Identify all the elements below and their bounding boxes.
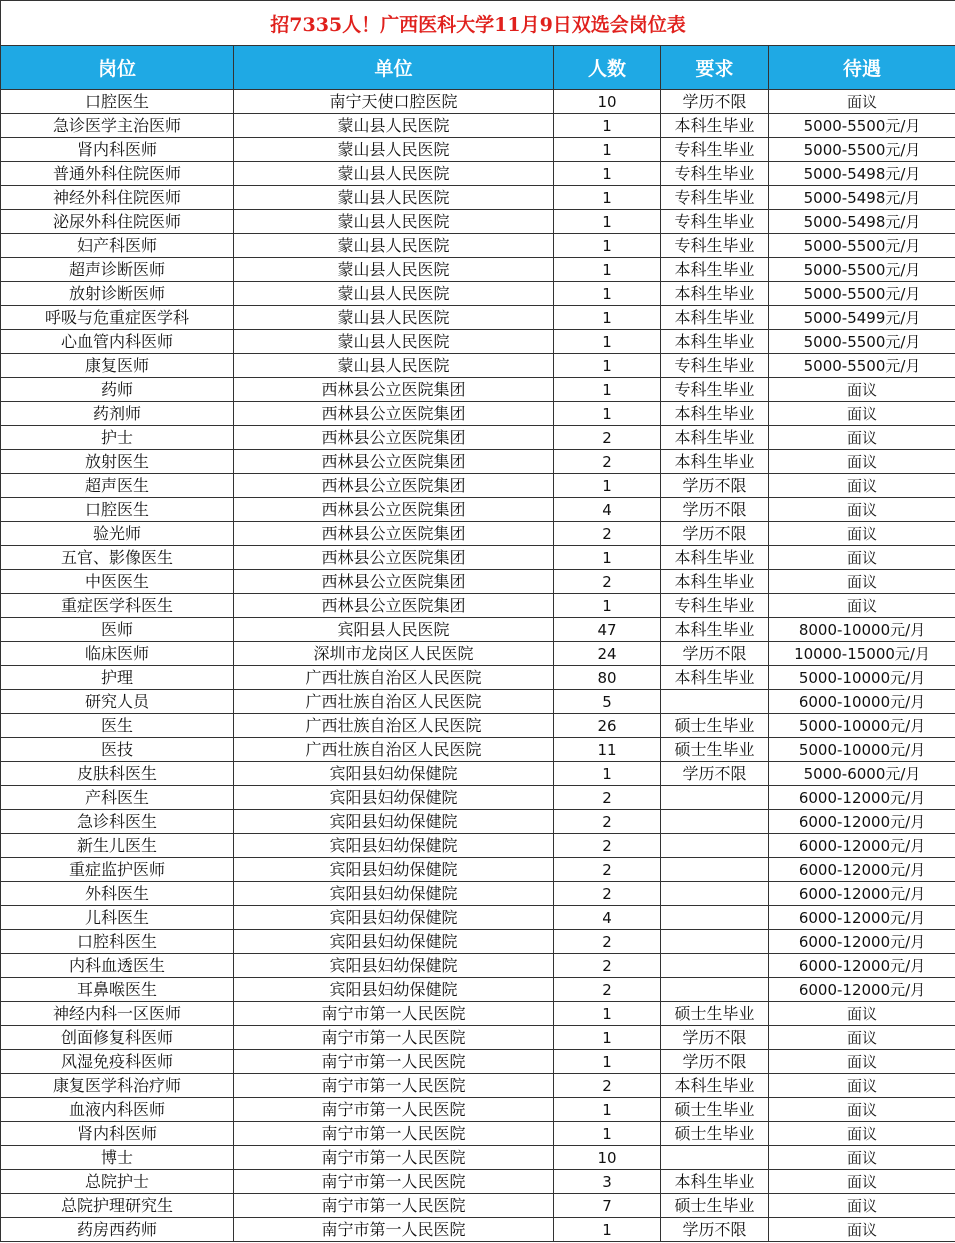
- cell-salary: 6000-12000元/月: [769, 978, 955, 1002]
- cell-requirement: [661, 810, 769, 834]
- cell-position: 心血管内科医师: [1, 330, 234, 354]
- table-row: [1, 210, 955, 234]
- cell-employer: 宾阳县妇幼保健院: [234, 762, 554, 786]
- cell-position: 创面修复科医师: [1, 1026, 234, 1050]
- cell-position: 临床医师: [1, 642, 234, 666]
- cell-position: 外科医生: [1, 882, 234, 906]
- table-row: [1, 138, 955, 162]
- table-row: [1, 1074, 955, 1098]
- cell-count: 1: [554, 1122, 661, 1146]
- cell-salary: 6000-12000元/月: [769, 834, 955, 858]
- cell-salary: 6000-12000元/月: [769, 858, 955, 882]
- cell-salary: 5000-5500元/月: [769, 258, 955, 282]
- cell-salary: 面议: [769, 498, 955, 522]
- cell-count: 1: [554, 1218, 661, 1242]
- cell-position: 急诊科医生: [1, 810, 234, 834]
- cell-employer: 广西壮族自治区人民医院: [234, 714, 554, 738]
- table-row: [1, 234, 955, 258]
- cell-requirement: [661, 906, 769, 930]
- cell-count: 1: [554, 114, 661, 138]
- cell-salary: 面议: [769, 1098, 955, 1122]
- table-row: [1, 546, 955, 570]
- cell-salary: 5000-10000元/月: [769, 738, 955, 762]
- cell-count: 1: [554, 594, 661, 618]
- cell-position: 放射医生: [1, 450, 234, 474]
- cell-salary: 5000-5500元/月: [769, 282, 955, 306]
- cell-salary: 5000-10000元/月: [769, 714, 955, 738]
- cell-salary: 5000-5500元/月: [769, 138, 955, 162]
- cell-employer: 蒙山县人民医院: [234, 258, 554, 282]
- cell-employer: 蒙山县人民医院: [234, 138, 554, 162]
- cell-count: 2: [554, 930, 661, 954]
- cell-employer: 广西壮族自治区人民医院: [234, 738, 554, 762]
- cell-count: 2: [554, 426, 661, 450]
- table-row: [1, 954, 955, 978]
- cell-position: 放射诊断医师: [1, 282, 234, 306]
- table-row: [1, 114, 955, 138]
- table-row: [1, 930, 955, 954]
- cell-employer: 西林县公立医院集团: [234, 402, 554, 426]
- table-row: [1, 834, 955, 858]
- cell-requirement: 本科生毕业: [661, 114, 769, 138]
- table-row: [1, 762, 955, 786]
- cell-salary: 面议: [769, 1194, 955, 1218]
- cell-employer: 蒙山县人民医院: [234, 306, 554, 330]
- cell-count: 1: [554, 378, 661, 402]
- header-row: [1, 46, 955, 90]
- cell-employer: 南宁市第一人民医院: [234, 1050, 554, 1074]
- cell-position: 超声诊断医师: [1, 258, 234, 282]
- cell-requirement: [661, 834, 769, 858]
- cell-employer: 蒙山县人民医院: [234, 162, 554, 186]
- cell-employer: 宾阳县妇幼保健院: [234, 906, 554, 930]
- cell-count: 80: [554, 666, 661, 690]
- cell-requirement: 学历不限: [661, 522, 769, 546]
- cell-salary: 面议: [769, 546, 955, 570]
- cell-position: 药剂师: [1, 402, 234, 426]
- cell-employer: 西林县公立医院集团: [234, 522, 554, 546]
- cell-employer: 南宁市第一人民医院: [234, 1074, 554, 1098]
- cell-requirement: 本科生毕业: [661, 306, 769, 330]
- cell-employer: 宾阳县妇幼保健院: [234, 930, 554, 954]
- table-row: [1, 594, 955, 618]
- cell-employer: 西林县公立医院集团: [234, 426, 554, 450]
- cell-salary: 面议: [769, 1026, 955, 1050]
- cell-requirement: 专科生毕业: [661, 354, 769, 378]
- cell-employer: 广西壮族自治区人民医院: [234, 666, 554, 690]
- cell-requirement: 专科生毕业: [661, 378, 769, 402]
- cell-salary: 面议: [769, 1122, 955, 1146]
- cell-count: 11: [554, 738, 661, 762]
- cell-requirement: 本科生毕业: [661, 450, 769, 474]
- cell-position: 呼吸与危重症医学科: [1, 306, 234, 330]
- cell-position: 血液内科医师: [1, 1098, 234, 1122]
- cell-position: 重症医学科医生: [1, 594, 234, 618]
- cell-salary: 5000-10000元/月: [769, 666, 955, 690]
- cell-count: 1: [554, 234, 661, 258]
- header-count: 人数: [554, 46, 661, 90]
- cell-employer: 南宁市第一人民医院: [234, 1098, 554, 1122]
- cell-requirement: 学历不限: [661, 90, 769, 114]
- cell-position: 肾内科医师: [1, 1122, 234, 1146]
- table-row: [1, 1026, 955, 1050]
- cell-requirement: 本科生毕业: [661, 546, 769, 570]
- cell-salary: 面议: [769, 474, 955, 498]
- cell-requirement: 学历不限: [661, 1218, 769, 1242]
- table-row: [1, 330, 955, 354]
- table-row: [1, 714, 955, 738]
- cell-count: 2: [554, 450, 661, 474]
- cell-requirement: 专科生毕业: [661, 186, 769, 210]
- cell-requirement: [661, 882, 769, 906]
- cell-requirement: 本科生毕业: [661, 666, 769, 690]
- cell-salary: 6000-12000元/月: [769, 954, 955, 978]
- cell-position: 护理: [1, 666, 234, 690]
- cell-count: 47: [554, 618, 661, 642]
- cell-count: 24: [554, 642, 661, 666]
- cell-count: 2: [554, 786, 661, 810]
- table-row: [1, 402, 955, 426]
- table-row: [1, 882, 955, 906]
- cell-requirement: 本科生毕业: [661, 1074, 769, 1098]
- cell-position: 五官、影像医生: [1, 546, 234, 570]
- table-title: 招7335人！广西医科大学11月9日双选会岗位表: [1, 1, 955, 46]
- cell-employer: 宾阳县妇幼保健院: [234, 954, 554, 978]
- table-row: [1, 1194, 955, 1218]
- table-row: [1, 1170, 955, 1194]
- cell-position: 风湿免疫科医师: [1, 1050, 234, 1074]
- cell-count: 2: [554, 978, 661, 1002]
- cell-employer: 西林县公立医院集团: [234, 474, 554, 498]
- cell-count: 1: [554, 210, 661, 234]
- cell-count: 1: [554, 1026, 661, 1050]
- cell-requirement: [661, 786, 769, 810]
- table-row: [1, 450, 955, 474]
- cell-salary: 5000-5498元/月: [769, 186, 955, 210]
- cell-count: 4: [554, 498, 661, 522]
- cell-salary: 面议: [769, 426, 955, 450]
- cell-salary: 面议: [769, 90, 955, 114]
- cell-requirement: 硕士生毕业: [661, 1194, 769, 1218]
- cell-salary: 面议: [769, 1170, 955, 1194]
- cell-salary: 6000-12000元/月: [769, 882, 955, 906]
- cell-employer: 蒙山县人民医院: [234, 114, 554, 138]
- table-row: [1, 426, 955, 450]
- cell-salary: 5000-5498元/月: [769, 210, 955, 234]
- table-row: [1, 162, 955, 186]
- cell-count: 2: [554, 954, 661, 978]
- cell-count: 2: [554, 858, 661, 882]
- cell-position: 医师: [1, 618, 234, 642]
- cell-employer: 西林县公立医院集团: [234, 546, 554, 570]
- cell-requirement: [661, 978, 769, 1002]
- table-row: [1, 642, 955, 666]
- cell-salary: 8000-10000元/月: [769, 618, 955, 642]
- cell-salary: 6000-12000元/月: [769, 906, 955, 930]
- cell-salary: 5000-5498元/月: [769, 162, 955, 186]
- cell-salary: 6000-12000元/月: [769, 810, 955, 834]
- cell-count: 2: [554, 522, 661, 546]
- cell-salary: 5000-5500元/月: [769, 330, 955, 354]
- cell-count: 1: [554, 330, 661, 354]
- cell-position: 护士: [1, 426, 234, 450]
- cell-salary: 面议: [769, 570, 955, 594]
- table-row: [1, 498, 955, 522]
- table-row: [1, 1098, 955, 1122]
- cell-salary: 6000-12000元/月: [769, 930, 955, 954]
- cell-employer: 宾阳县妇幼保健院: [234, 786, 554, 810]
- cell-position: 药房西药师: [1, 1218, 234, 1242]
- cell-requirement: 硕士生毕业: [661, 1098, 769, 1122]
- table-row: [1, 1002, 955, 1026]
- cell-employer: 南宁市第一人民医院: [234, 1146, 554, 1170]
- cell-count: 1: [554, 546, 661, 570]
- cell-count: 2: [554, 1074, 661, 1098]
- cell-salary: 面议: [769, 594, 955, 618]
- cell-requirement: 专科生毕业: [661, 234, 769, 258]
- cell-position: 口腔医生: [1, 90, 234, 114]
- cell-employer: 蒙山县人民医院: [234, 186, 554, 210]
- cell-position: 神经内科一区医师: [1, 1002, 234, 1026]
- cell-requirement: 专科生毕业: [661, 138, 769, 162]
- cell-position: 急诊医学主治医师: [1, 114, 234, 138]
- cell-count: 1: [554, 186, 661, 210]
- cell-employer: 宾阳县妇幼保健院: [234, 834, 554, 858]
- cell-employer: 南宁市第一人民医院: [234, 1170, 554, 1194]
- table-row: [1, 1218, 955, 1242]
- cell-count: 1: [554, 306, 661, 330]
- cell-salary: 面议: [769, 522, 955, 546]
- header-employer: 单位: [234, 46, 554, 90]
- cell-count: 7: [554, 1194, 661, 1218]
- cell-salary: 面议: [769, 1074, 955, 1098]
- cell-employer: 宾阳县妇幼保健院: [234, 858, 554, 882]
- cell-position: 口腔科医生: [1, 930, 234, 954]
- cell-employer: 南宁市第一人民医院: [234, 1218, 554, 1242]
- cell-requirement: [661, 858, 769, 882]
- table-row: [1, 522, 955, 546]
- cell-salary: 5000-5499元/月: [769, 306, 955, 330]
- cell-position: 验光师: [1, 522, 234, 546]
- cell-count: 1: [554, 474, 661, 498]
- cell-requirement: 硕士生毕业: [661, 1122, 769, 1146]
- cell-position: 皮肤科医生: [1, 762, 234, 786]
- table-row: [1, 90, 955, 114]
- cell-employer: 南宁市第一人民医院: [234, 1194, 554, 1218]
- cell-employer: 宾阳县妇幼保健院: [234, 882, 554, 906]
- table-row: [1, 1146, 955, 1170]
- cell-salary: 面议: [769, 1218, 955, 1242]
- cell-position: 重症监护医师: [1, 858, 234, 882]
- table-row: [1, 786, 955, 810]
- table-row: [1, 858, 955, 882]
- cell-position: 总院护士: [1, 1170, 234, 1194]
- cell-salary: 6000-10000元/月: [769, 690, 955, 714]
- cell-employer: 西林县公立医院集团: [234, 450, 554, 474]
- cell-position: 康复医学科治疗师: [1, 1074, 234, 1098]
- cell-employer: 蒙山县人民医院: [234, 282, 554, 306]
- table-row: [1, 378, 955, 402]
- cell-requirement: 学历不限: [661, 474, 769, 498]
- cell-position: 总院护理研究生: [1, 1194, 234, 1218]
- cell-requirement: 硕士生毕业: [661, 1002, 769, 1026]
- cell-count: 1: [554, 762, 661, 786]
- cell-requirement: 学历不限: [661, 498, 769, 522]
- table-row: [1, 186, 955, 210]
- cell-salary: 面议: [769, 1002, 955, 1026]
- cell-count: 1: [554, 282, 661, 306]
- cell-position: 普通外科住院医师: [1, 162, 234, 186]
- cell-employer: 宾阳县妇幼保健院: [234, 810, 554, 834]
- cell-count: 2: [554, 882, 661, 906]
- cell-requirement: 学历不限: [661, 1026, 769, 1050]
- cell-requirement: 本科生毕业: [661, 618, 769, 642]
- header-salary: 待遇: [769, 46, 955, 90]
- cell-position: 新生儿医生: [1, 834, 234, 858]
- cell-position: 神经外科住院医师: [1, 186, 234, 210]
- cell-employer: 广西壮族自治区人民医院: [234, 690, 554, 714]
- cell-employer: 南宁市第一人民医院: [234, 1002, 554, 1026]
- header-requirement: 要求: [661, 46, 769, 90]
- cell-requirement: 硕士生毕业: [661, 738, 769, 762]
- header-position: 岗位: [1, 46, 234, 90]
- table-body: [1, 90, 955, 1242]
- cell-requirement: 学历不限: [661, 1050, 769, 1074]
- cell-salary: 5000-5500元/月: [769, 114, 955, 138]
- cell-requirement: 本科生毕业: [661, 570, 769, 594]
- table-row: [1, 306, 955, 330]
- table-row: [1, 618, 955, 642]
- cell-count: 2: [554, 834, 661, 858]
- cell-requirement: 本科生毕业: [661, 426, 769, 450]
- cell-employer: 宾阳县妇幼保健院: [234, 978, 554, 1002]
- table-row: [1, 1050, 955, 1074]
- cell-employer: 西林县公立医院集团: [234, 498, 554, 522]
- cell-employer: 蒙山县人民医院: [234, 354, 554, 378]
- table-row: [1, 570, 955, 594]
- table-row: [1, 258, 955, 282]
- cell-count: 10: [554, 90, 661, 114]
- cell-requirement: 专科生毕业: [661, 210, 769, 234]
- cell-salary: 5000-5500元/月: [769, 234, 955, 258]
- cell-requirement: 学历不限: [661, 642, 769, 666]
- cell-position: 康复医师: [1, 354, 234, 378]
- cell-count: 2: [554, 810, 661, 834]
- cell-employer: 宾阳县人民医院: [234, 618, 554, 642]
- cell-requirement: [661, 954, 769, 978]
- cell-requirement: 本科生毕业: [661, 1170, 769, 1194]
- cell-requirement: 本科生毕业: [661, 330, 769, 354]
- cell-position: 超声医生: [1, 474, 234, 498]
- cell-requirement: 专科生毕业: [661, 162, 769, 186]
- cell-salary: 5000-6000元/月: [769, 762, 955, 786]
- cell-count: 1: [554, 258, 661, 282]
- table-row: [1, 354, 955, 378]
- cell-count: 1: [554, 354, 661, 378]
- cell-salary: 10000-15000元/月: [769, 642, 955, 666]
- cell-employer: 南宁天使口腔医院: [234, 90, 554, 114]
- cell-requirement: 本科生毕业: [661, 258, 769, 282]
- table-row: [1, 906, 955, 930]
- cell-position: 泌尿外科住院医师: [1, 210, 234, 234]
- cell-requirement: [661, 1146, 769, 1170]
- cell-count: 3: [554, 1170, 661, 1194]
- cell-position: 肾内科医师: [1, 138, 234, 162]
- cell-employer: 南宁市第一人民医院: [234, 1026, 554, 1050]
- cell-employer: 深圳市龙岗区人民医院: [234, 642, 554, 666]
- cell-count: 1: [554, 402, 661, 426]
- cell-position: 医生: [1, 714, 234, 738]
- cell-position: 儿科医生: [1, 906, 234, 930]
- table-row: [1, 666, 955, 690]
- cell-salary: 5000-5500元/月: [769, 354, 955, 378]
- cell-salary: 6000-12000元/月: [769, 786, 955, 810]
- cell-employer: 南宁市第一人民医院: [234, 1122, 554, 1146]
- cell-salary: 面议: [769, 1146, 955, 1170]
- cell-count: 2: [554, 570, 661, 594]
- table-row: [1, 690, 955, 714]
- cell-count: 1: [554, 1098, 661, 1122]
- cell-employer: 蒙山县人民医院: [234, 234, 554, 258]
- cell-position: 妇产科医师: [1, 234, 234, 258]
- cell-employer: 西林县公立医院集团: [234, 378, 554, 402]
- cell-requirement: 学历不限: [661, 762, 769, 786]
- table-row: [1, 474, 955, 498]
- cell-requirement: [661, 930, 769, 954]
- cell-count: 1: [554, 1002, 661, 1026]
- cell-position: 内科血透医生: [1, 954, 234, 978]
- table-row: [1, 810, 955, 834]
- cell-salary: 面议: [769, 378, 955, 402]
- cell-requirement: 本科生毕业: [661, 282, 769, 306]
- cell-employer: 蒙山县人民医院: [234, 210, 554, 234]
- cell-salary: 面议: [769, 402, 955, 426]
- cell-count: 26: [554, 714, 661, 738]
- cell-count: 1: [554, 162, 661, 186]
- cell-position: 研究人员: [1, 690, 234, 714]
- cell-count: 1: [554, 1050, 661, 1074]
- cell-position: 医技: [1, 738, 234, 762]
- cell-count: 4: [554, 906, 661, 930]
- cell-position: 口腔医生: [1, 498, 234, 522]
- table-row: [1, 1122, 955, 1146]
- cell-position: 产科医生: [1, 786, 234, 810]
- cell-requirement: 专科生毕业: [661, 594, 769, 618]
- cell-salary: 面议: [769, 450, 955, 474]
- cell-position: 中医医生: [1, 570, 234, 594]
- cell-position: 耳鼻喉医生: [1, 978, 234, 1002]
- cell-employer: 西林县公立医院集团: [234, 594, 554, 618]
- table-row: [1, 978, 955, 1002]
- cell-requirement: 本科生毕业: [661, 402, 769, 426]
- cell-employer: 西林县公立医院集团: [234, 570, 554, 594]
- table-row: [1, 738, 955, 762]
- cell-employer: 蒙山县人民医院: [234, 330, 554, 354]
- table-row: [1, 282, 955, 306]
- cell-position: 药师: [1, 378, 234, 402]
- cell-requirement: 硕士生毕业: [661, 714, 769, 738]
- cell-position: 博士: [1, 1146, 234, 1170]
- cell-count: 10: [554, 1146, 661, 1170]
- cell-requirement: [661, 690, 769, 714]
- cell-count: 1: [554, 138, 661, 162]
- cell-salary: 面议: [769, 1050, 955, 1074]
- cell-count: 5: [554, 690, 661, 714]
